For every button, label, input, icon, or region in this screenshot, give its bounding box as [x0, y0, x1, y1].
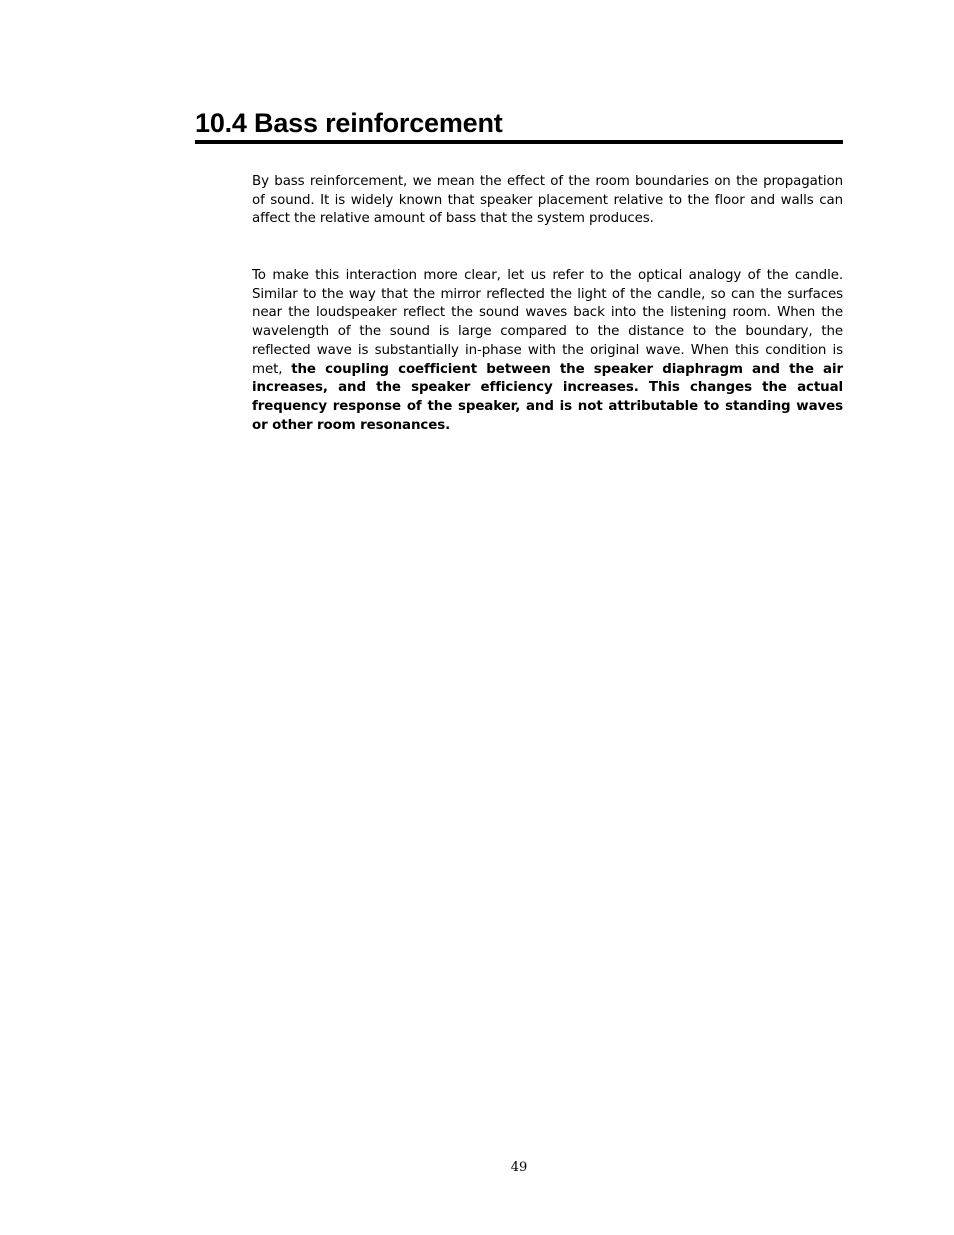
page-number: 49 [510, 1160, 528, 1175]
paragraph-candle-analogy-bold: the coupling coefficient between the speaker diaphragm and the air increases, and the speaker efficiency increases. This changes the actual frequency response of the speaker, and is not attributable to standing waves or other room resonances. [252, 361, 843, 433]
paragraph-bass-reinforcement-definition: By bass reinforcement, we mean the effect of the room boundaries on the propagation of sound. It is widely known that speaker placement relative to the floor and walls can affect the relative amount of bass that the system produces. [252, 174, 843, 227]
section-title: 10.4 Bass reinforcement [195, 108, 503, 138]
paragraph-candle-analogy-regular: To make this interaction more clear, let us refer to the optical analogy of the candle. Similar to the way that the mirror reflected the light of the candle, so can the surfaces near the loudspeaker reflect the sound waves back into the listening room. When the wavelength of the sound is large compared to the distance to the boundary, the reflected wave is substantially in-phase with the original wave. When this condition is met, [252, 268, 843, 377]
paragraph-candle-analogy [252, 267, 843, 435]
title-rule [195, 140, 843, 144]
